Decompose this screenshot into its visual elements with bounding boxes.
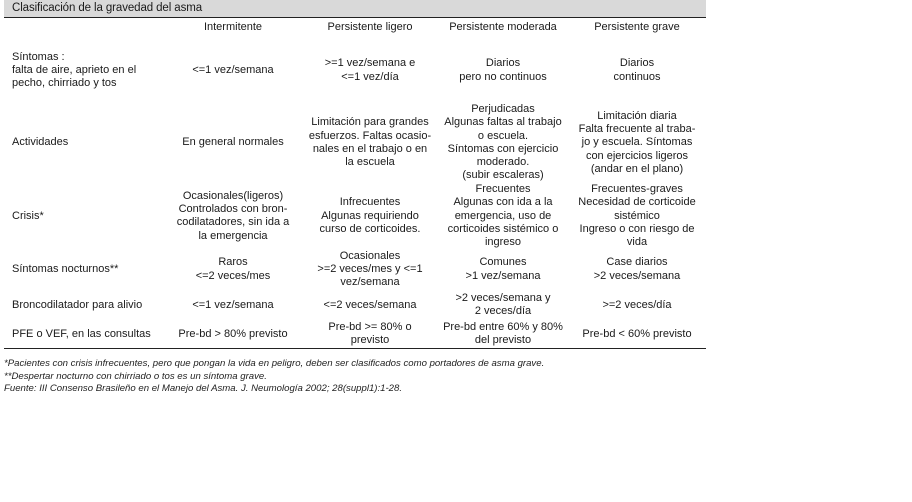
cell-line: Limitación para grandes <box>311 116 429 129</box>
cell-line: Comunes <box>479 256 527 269</box>
cell-line: Ingreso o con riesgo de <box>579 222 695 235</box>
row-label-sintomas-nocturnos <box>4 250 164 290</box>
cell-line: Síntomas con ejercicio <box>447 142 559 155</box>
footnote-nocturnal: **Despertar nocturno con chirriado o tos es un síntoma grave. <box>4 370 267 382</box>
cell-actividades-persistente-moderada <box>438 103 568 183</box>
cell-pfe-vef-persistente-grave <box>568 321 706 349</box>
cell-line: con ejercicios ligeros <box>585 149 689 162</box>
cell-broncodilatador-persistente-ligero <box>302 290 438 321</box>
cell-line: Case diarios <box>606 256 668 269</box>
cell-line: >2 veces/semana y <box>455 291 551 304</box>
cell-line: En general normales <box>182 136 284 149</box>
cell-line: >1 vez/semana <box>465 269 541 282</box>
cell-sintomas-persistente-grave <box>568 38 706 103</box>
table-row-sintomas-nocturnos <box>4 250 706 290</box>
cell-line: continuos <box>613 70 661 83</box>
cell-line: >=2 veces/día <box>602 298 672 311</box>
cell-crisis-persistente-ligero <box>302 183 438 250</box>
cell-line: Pre-bd < 60% previsto <box>582 327 692 340</box>
header-persistente-ligero: Persistente ligero <box>327 21 413 33</box>
cell-line: del previsto <box>474 334 532 347</box>
row-label-line: Actividades <box>12 136 69 149</box>
row-label-crisis <box>4 183 164 250</box>
cell-sintomas-nocturnos-intermitente <box>164 250 302 290</box>
asthma-severity-table <box>4 19 706 349</box>
cell-line: Perjudicadas <box>471 103 535 115</box>
cell-line: sistémico <box>614 209 660 222</box>
cell-sintomas-intermitente <box>164 38 302 103</box>
cell-line: 2 veces/día <box>474 305 532 318</box>
cell-line: la escuela <box>345 156 395 169</box>
row-label-line: PFE o VEF, en las consultas <box>12 327 151 340</box>
cell-line: <=2 veces/mes <box>195 269 271 282</box>
footnote-crisis: *Pacientes con crisis infrecuentes, pero que pongan la vida en peligro, deben ser clasificados como portadores de asma grave. <box>4 358 545 369</box>
table-row-actividades <box>4 103 706 183</box>
footnote-source: Fuente: III Consenso Brasileño en el Manejo del Asma. J. Neumología 2002; 28(suppl1):1-28. <box>4 383 403 394</box>
cell-line: Diarios <box>485 57 521 70</box>
cell-sintomas-nocturnos-persistente-ligero <box>302 250 438 290</box>
header-persistente-grave: Persistente grave <box>594 21 680 33</box>
cell-actividades-persistente-ligero <box>302 103 438 183</box>
cell-line: <=1 vez/semana <box>192 63 274 76</box>
row-label-line: pecho, chirriado y tos <box>12 77 117 90</box>
cell-line: Algunas requiriendo <box>321 209 419 222</box>
row-label-line: falta de aire, aprieto en el <box>12 63 137 76</box>
cell-line: <=1 vez/semana <box>192 298 274 311</box>
cell-line: jo y escuela. Síntomas <box>581 136 693 149</box>
cell-line: Raros <box>218 256 248 269</box>
cell-line: Infrecuentes <box>339 196 401 209</box>
cell-line: (andar en el plano) <box>590 162 684 175</box>
cell-sintomas-persistente-moderada <box>438 38 568 103</box>
cell-line: previsto <box>350 334 390 347</box>
cell-sintomas-nocturnos-persistente-grave <box>568 250 706 290</box>
cell-line: >=2 veces/mes y <=1 <box>317 263 423 276</box>
cell-line: Frecuentes <box>475 183 531 196</box>
row-label-broncodilatador <box>4 290 164 321</box>
cell-line: la emergencia <box>198 229 268 242</box>
header-row <box>4 19 706 38</box>
row-label-line: Crisis* <box>12 209 44 222</box>
cell-line: Controlados con bron- <box>178 202 288 215</box>
header-persistente-moderada: Persistente moderada <box>449 21 557 33</box>
table-title-bar <box>4 0 706 18</box>
cell-line: emergencia, uso de <box>454 209 552 222</box>
cell-line: Pre-bd > 80% previsto <box>178 327 288 340</box>
cell-pfe-vef-persistente-moderada <box>438 321 568 349</box>
cell-line: corticoides sistémico o <box>447 222 559 235</box>
cell-line: pero no continuos <box>459 70 547 83</box>
cell-sintomas-nocturnos-persistente-moderada <box>438 250 568 290</box>
cell-line: curso de corticoides. <box>319 222 421 235</box>
cell-pfe-vef-persistente-ligero <box>302 321 438 349</box>
cell-line: <=2 veces/semana <box>323 298 417 311</box>
cell-line: ingreso <box>484 236 522 249</box>
cell-line: >2 veces/semana <box>593 269 681 282</box>
cell-line: Diarios <box>619 57 655 70</box>
cell-actividades-intermitente <box>164 103 302 183</box>
cell-crisis-persistente-grave <box>568 183 706 250</box>
cell-line: Necesidad de corticoide <box>578 196 696 209</box>
cell-line: codilatadores, sin ida a <box>176 216 290 229</box>
cell-crisis-persistente-moderada <box>438 183 568 250</box>
cell-line: Algunas con ida a la <box>453 196 553 209</box>
cell-line: Pre-bd >= 80% o <box>328 321 412 334</box>
cell-line: Algunas faltas al trabajo <box>444 116 562 129</box>
cell-line: Frecuentes-graves <box>591 183 683 196</box>
row-label-actividades <box>4 103 164 183</box>
row-label-line: Síntomas : <box>12 50 65 63</box>
table-row-broncodilatador <box>4 290 706 321</box>
footnotes <box>4 358 544 396</box>
cell-line: >=1 vez/semana e <box>324 57 416 70</box>
cell-line: Ocasionales(ligeros) <box>182 189 284 202</box>
cell-line: nales en el trabajo o en <box>312 142 428 155</box>
cell-line: (subir escaleras) <box>462 169 544 182</box>
cell-line: moderado. <box>476 156 530 169</box>
cell-line: Falta frecuente al traba- <box>578 122 696 135</box>
cell-pfe-vef-intermitente <box>164 321 302 349</box>
cell-crisis-intermitente <box>164 183 302 250</box>
row-label-line: Broncodilatador para alivio <box>12 298 143 311</box>
row-label-line: Síntomas nocturnos** <box>12 263 119 276</box>
cell-sintomas-persistente-ligero <box>302 38 438 103</box>
cell-broncodilatador-intermitente <box>164 290 302 321</box>
cell-line: Ocasionales <box>339 249 401 262</box>
table-row-sintomas <box>4 38 706 103</box>
table-row-pfe-vef <box>4 321 706 349</box>
cell-line: <=1 vez/día <box>341 70 399 83</box>
header-empty <box>4 19 164 38</box>
cell-line: vez/semana <box>340 276 400 289</box>
row-label-pfe-vef <box>4 321 164 349</box>
header-intermitente: Intermitente <box>203 21 263 33</box>
cell-broncodilatador-persistente-grave <box>568 290 706 321</box>
cell-line: esfuerzos. Faltas ocasio- <box>308 129 432 142</box>
row-label-sintomas <box>4 38 164 103</box>
cell-line: Limitación diaria <box>597 109 677 122</box>
cell-broncodilatador-persistente-moderada <box>438 290 568 321</box>
cell-line: Pre-bd entre 60% y 80% <box>443 321 563 334</box>
cell-line: vida <box>626 236 648 249</box>
table-row-crisis <box>4 183 706 250</box>
cell-line: o escuela. <box>477 129 529 142</box>
table-title: Clasificación de la gravedad del asma <box>12 2 202 14</box>
cell-actividades-persistente-grave <box>568 103 706 183</box>
